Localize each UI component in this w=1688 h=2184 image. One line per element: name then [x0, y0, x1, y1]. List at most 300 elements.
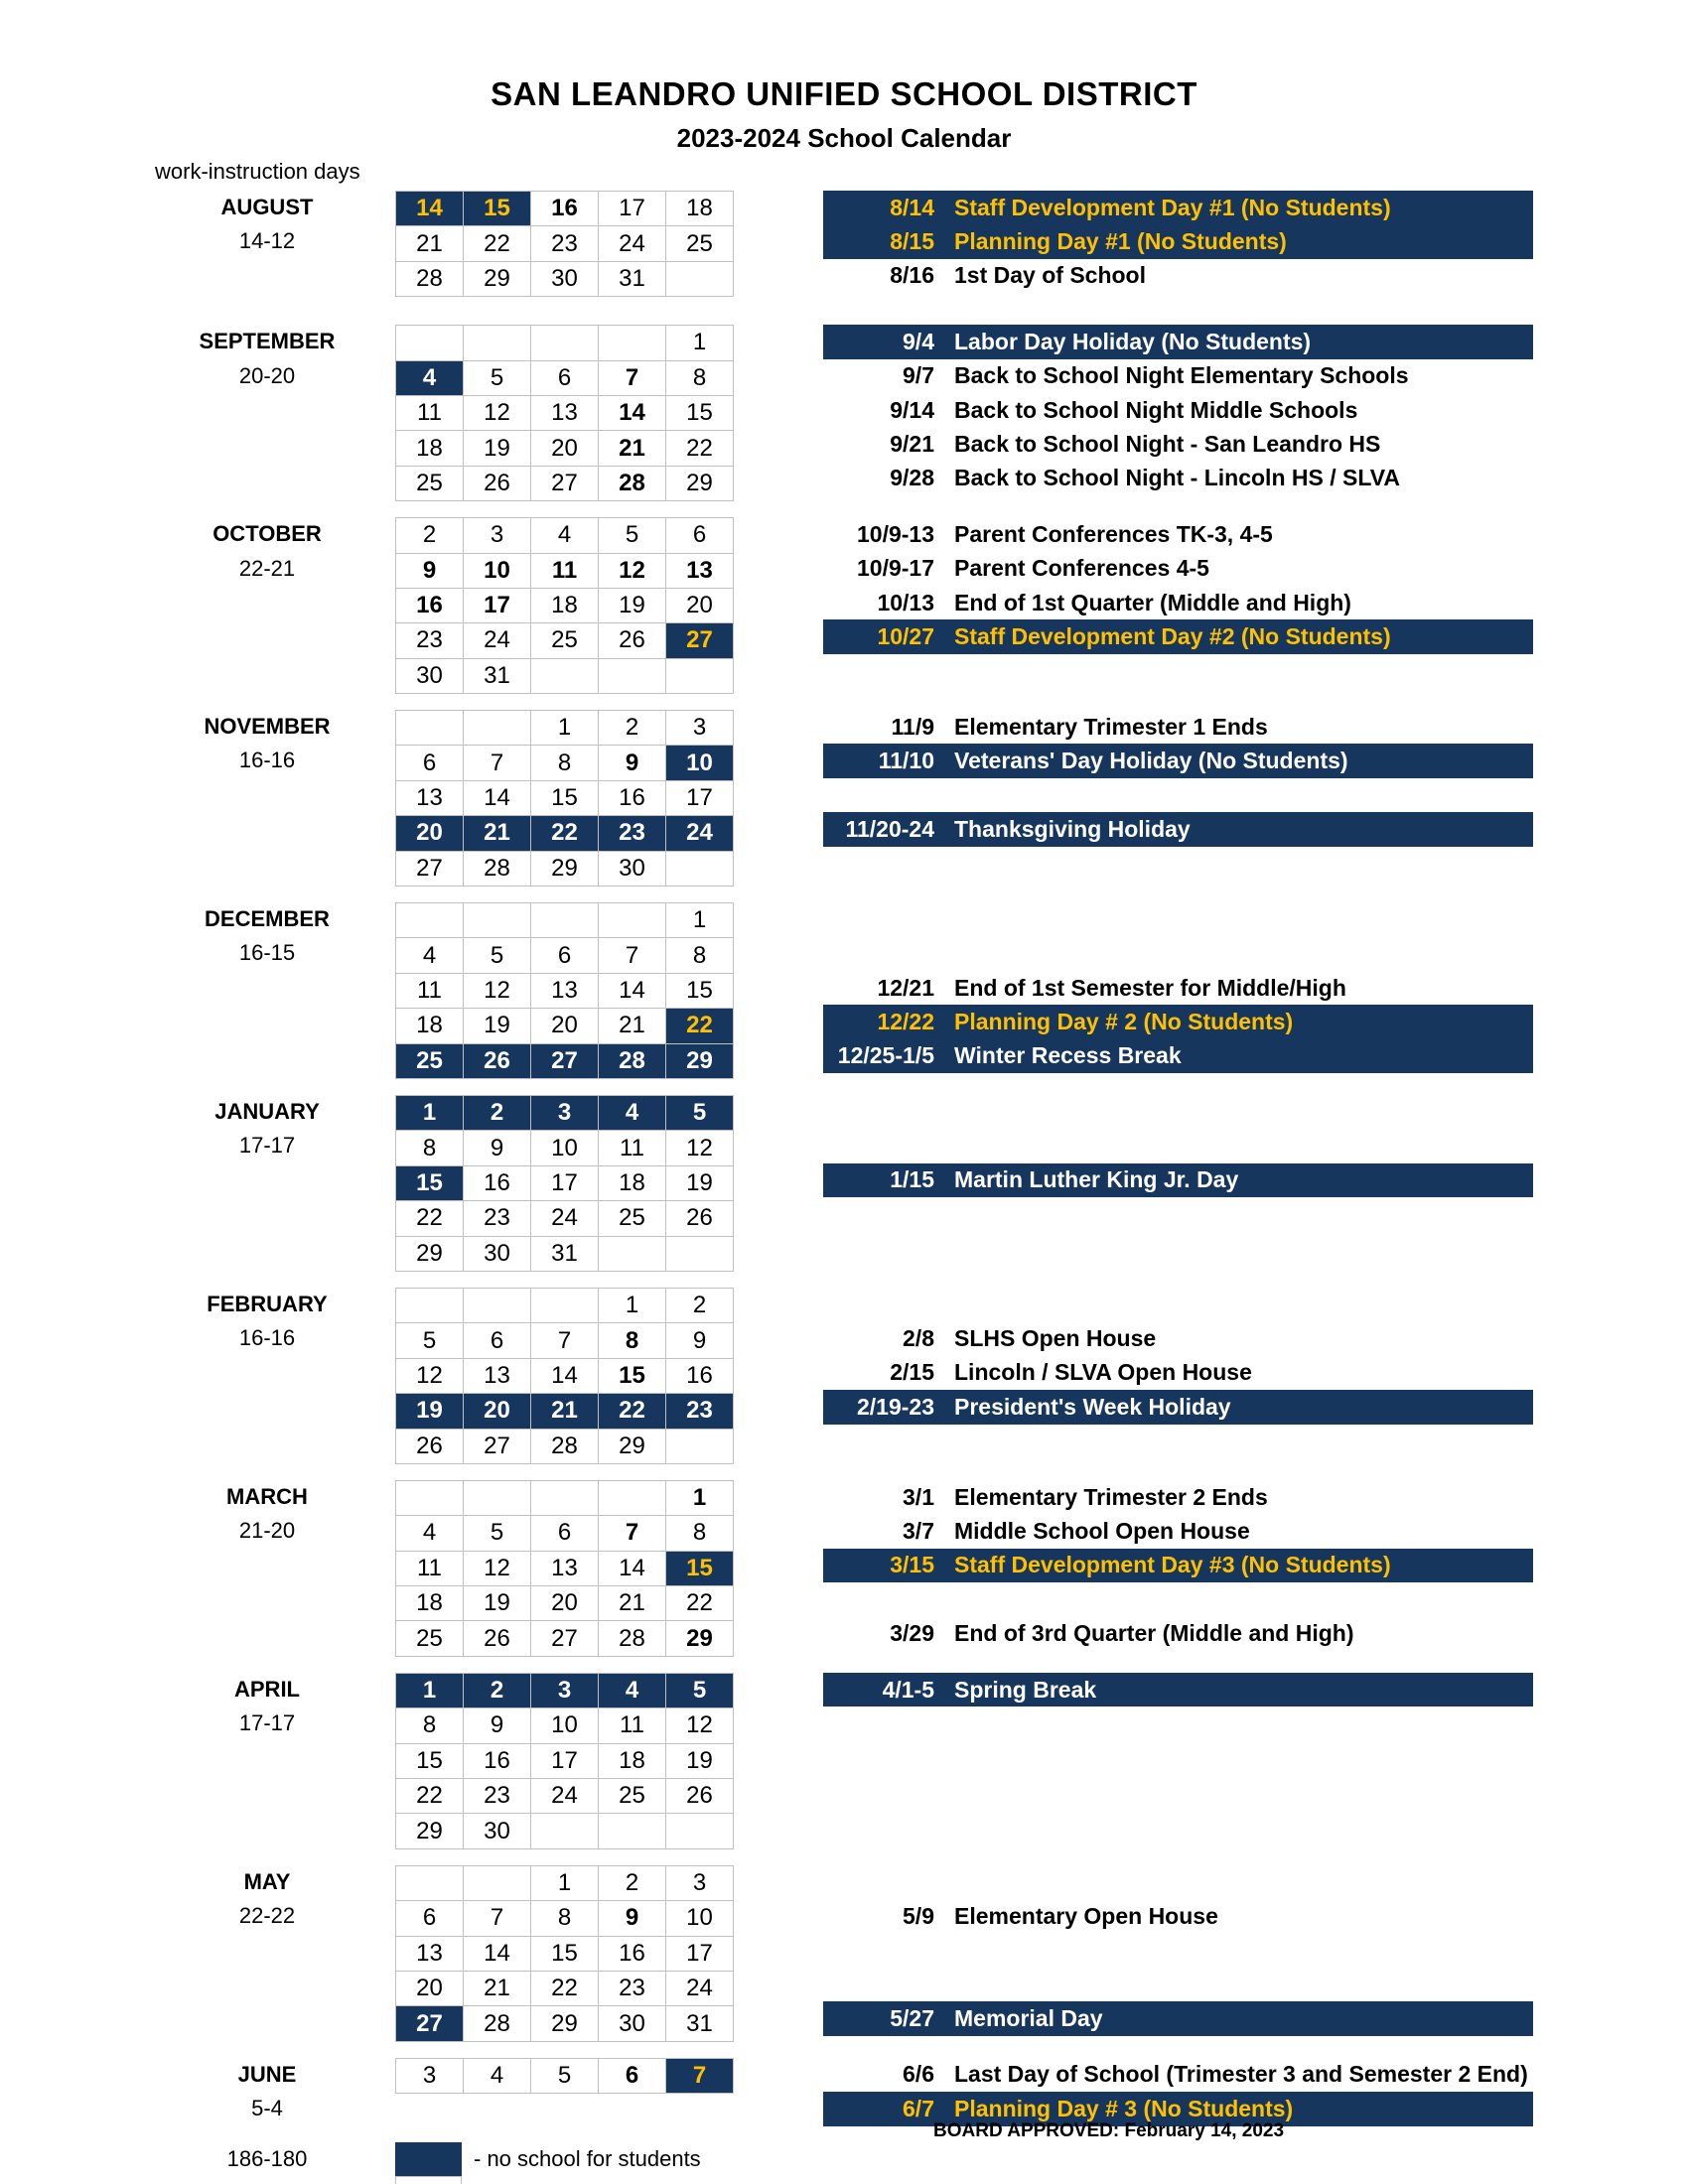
day-cell: 2	[464, 1095, 531, 1130]
week-row	[396, 1236, 734, 1271]
day-cell: 23	[464, 1779, 531, 1814]
day-cell: 14	[599, 973, 666, 1008]
event-row	[823, 517, 1533, 551]
event-label: Staff Development Day #3 (No Students)	[954, 1552, 1391, 1578]
day-cell: 24	[666, 1971, 734, 2005]
event-date: 2/19-23	[856, 1393, 934, 1420]
day-cell: 27	[531, 1043, 599, 1078]
event-label: Martin Luther King Jr. Day	[954, 1166, 1239, 1193]
day-cell: 16	[464, 1743, 531, 1778]
month-name: MAY	[243, 1868, 291, 1894]
total-workdays-count: 186-180	[226, 2145, 308, 2171]
day-cell: 11	[396, 395, 464, 430]
event-label: Staff Development Day #1 (No Students)	[954, 194, 1391, 220]
day-cell: 27	[531, 1621, 599, 1656]
event-label: SLHS Open House	[954, 1325, 1157, 1352]
month-block-october	[0, 517, 1688, 694]
month-name: APRIL	[234, 1676, 300, 1702]
day-cell: 22	[396, 1779, 464, 1814]
day-cell: 11	[599, 1131, 666, 1165]
day-cell: 11	[599, 1708, 666, 1743]
event-date: 4/1-5	[882, 1676, 934, 1703]
week-row	[396, 1621, 734, 1656]
event-row	[823, 812, 1533, 846]
week-row	[396, 1429, 734, 1463]
week-row	[396, 553, 734, 588]
day-cell: 9	[599, 1901, 666, 1936]
day-cell: 19	[666, 1165, 734, 1200]
day-cell: 29	[531, 2006, 599, 2041]
week-row	[396, 1708, 734, 1743]
month-events	[823, 191, 1533, 293]
day-cell: 30	[531, 261, 599, 296]
week-row	[396, 1673, 734, 1707]
day-cell: 5	[666, 1095, 734, 1130]
month-block-may	[0, 1865, 1688, 2042]
event-date: 1/15	[890, 1166, 934, 1193]
day-cell: 29	[666, 1621, 734, 1656]
day-cell: 19	[464, 1586, 531, 1621]
day-cell: 8	[666, 1516, 734, 1551]
day-cell: 9	[464, 1131, 531, 1165]
day-cell: 4	[396, 360, 464, 395]
week-row	[396, 1009, 734, 1043]
day-cell: 1	[666, 903, 734, 938]
day-cell: 20	[531, 1009, 599, 1043]
day-cell: 5	[464, 938, 531, 973]
month-name: NOVEMBER	[204, 714, 331, 740]
event-label: Last Day of School (Trimester 3 and Semester 2 End)	[954, 2061, 1528, 2088]
week-row	[396, 816, 734, 851]
event-row	[823, 1549, 1533, 1582]
month-grid	[395, 191, 734, 297]
empty-cell	[531, 1288, 599, 1322]
empty-cell	[396, 903, 464, 938]
event-label: Memorial Day	[954, 2005, 1103, 2032]
month-events	[823, 2058, 1533, 2126]
day-cell: 16	[599, 1936, 666, 1971]
empty-cell	[464, 1480, 531, 1515]
day-cell: 23	[396, 623, 464, 658]
day-cell: 15	[666, 1551, 734, 1585]
months-container	[0, 191, 1688, 2184]
day-cell: 19	[464, 431, 531, 466]
month-block-february	[0, 1288, 1688, 1464]
day-cell: 25	[396, 1621, 464, 1656]
day-cell: 1	[396, 1673, 464, 1707]
legend-label: - no school for students	[474, 2145, 701, 2171]
day-cell: 17	[531, 1743, 599, 1778]
week-row	[396, 1095, 734, 1130]
legend-swatch-column	[395, 2142, 462, 2184]
week-row	[396, 1814, 734, 1848]
empty-cell	[464, 711, 531, 746]
day-cell: 20	[666, 588, 734, 622]
week-row	[396, 261, 734, 296]
day-cell: 29	[666, 1043, 734, 1078]
day-cell: 6	[396, 746, 464, 780]
event-row	[823, 744, 1533, 777]
month-block-august	[0, 191, 1688, 297]
event-label: End of 1st Semester for Middle/High	[954, 974, 1346, 1001]
day-cell: 19	[599, 588, 666, 622]
event-label: End of 1st Quarter (Middle and High)	[954, 589, 1351, 615]
day-cell: 21	[599, 431, 666, 466]
day-cell: 15	[396, 1743, 464, 1778]
month-label-column	[0, 1480, 395, 1549]
event-row	[823, 2001, 1533, 2035]
week-row	[396, 623, 734, 658]
month-grid	[395, 1095, 734, 1272]
month-label-column	[0, 1095, 395, 1163]
week-row	[396, 1971, 734, 2005]
day-cell: 4	[599, 1673, 666, 1707]
page-subtitle: 2023-2024 School Calendar	[676, 123, 1012, 153]
day-cell: 14	[599, 395, 666, 430]
day-cell: 20	[464, 1394, 531, 1429]
day-cell: 14	[464, 1936, 531, 1971]
day-cell: 13	[396, 780, 464, 815]
week-row	[396, 1165, 734, 1200]
day-cell: 5	[531, 2058, 599, 2093]
day-cell: 28	[464, 851, 531, 886]
event-label: Back to School Night - San Leandro HS	[954, 431, 1381, 458]
page-title: SAN LEANDRO UNIFIED SCHOOL DISTRICT	[491, 75, 1197, 112]
day-cell: 7	[531, 1323, 599, 1358]
day-cell: 1	[396, 1095, 464, 1130]
event-date: 5/27	[890, 2005, 934, 2032]
week-row	[396, 431, 734, 466]
week-row	[396, 1586, 734, 1621]
empty-cell	[666, 1236, 734, 1271]
empty-cell	[396, 1288, 464, 1322]
day-cell: 27	[464, 1429, 531, 1463]
day-cell: 13	[531, 395, 599, 430]
event-date: 11/10	[878, 748, 934, 774]
day-cell: 17	[599, 192, 666, 226]
day-cell: 25	[599, 1201, 666, 1236]
day-cell: 31	[666, 2006, 734, 2041]
day-cell: 25	[531, 623, 599, 658]
event-date: 10/9-17	[856, 555, 934, 582]
day-cell: 8	[666, 360, 734, 395]
day-cell: 29	[464, 261, 531, 296]
event-row	[823, 462, 1533, 495]
day-cell: 25	[666, 226, 734, 261]
month-name: MARCH	[226, 1483, 308, 1509]
day-cell: 18	[599, 1743, 666, 1778]
day-cell: 29	[599, 1429, 666, 1463]
day-cell: 24	[599, 226, 666, 261]
day-cell: 27	[666, 623, 734, 658]
day-cell: 8	[666, 938, 734, 973]
day-cell: 3	[464, 518, 531, 553]
event-date: 8/15	[890, 228, 934, 255]
day-cell: 18	[396, 1586, 464, 1621]
day-cell: 26	[599, 623, 666, 658]
day-cell: 10	[531, 1131, 599, 1165]
event-label: Spring Break	[954, 1676, 1097, 1703]
month-workdays-count: 22-21	[238, 555, 296, 581]
day-cell: 13	[464, 1358, 531, 1393]
day-cell: 15	[464, 192, 531, 226]
week-row	[396, 1323, 734, 1358]
event-row	[823, 710, 1533, 744]
month-workdays-count: 17-17	[238, 1710, 296, 1736]
day-cell: 23	[666, 1394, 734, 1429]
event-label: Staff Development Day #2 (No Students)	[954, 623, 1391, 649]
day-cell: 22	[599, 1394, 666, 1429]
day-cell: 3	[666, 711, 734, 746]
day-cell: 20	[531, 1586, 599, 1621]
empty-cell	[464, 326, 531, 360]
week-row	[396, 780, 734, 815]
day-cell: 10	[464, 553, 531, 588]
month-grid	[395, 1865, 734, 2042]
empty-cell	[599, 1480, 666, 1515]
day-cell: 12	[666, 1708, 734, 1743]
week-row	[396, 1936, 734, 1971]
day-cell: 15	[531, 1936, 599, 1971]
day-cell: 29	[666, 466, 734, 500]
day-cell: 18	[666, 192, 734, 226]
day-cell: 7	[599, 938, 666, 973]
event-date: 3/29	[890, 1620, 934, 1647]
month-label-column	[0, 710, 395, 778]
week-row	[396, 1201, 734, 1236]
month-workdays-count: 16-16	[238, 1325, 296, 1351]
month-block-june	[0, 2058, 1688, 2126]
event-date: 10/9-13	[856, 520, 934, 547]
week-row	[396, 1358, 734, 1393]
event-label: End of 3rd Quarter (Middle and High)	[954, 1620, 1354, 1647]
day-cell: 24	[666, 816, 734, 851]
day-cell: 31	[464, 658, 531, 693]
month-events	[823, 1673, 1533, 1843]
event-row	[823, 971, 1533, 1005]
day-cell: 2	[599, 711, 666, 746]
day-cell: 22	[666, 431, 734, 466]
event-row	[823, 224, 1533, 258]
event-label: Elementary Trimester 2 Ends	[954, 1483, 1268, 1510]
day-cell: 18	[531, 588, 599, 622]
month-grid	[395, 1673, 734, 1849]
event-row	[823, 259, 1533, 293]
month-label-column	[0, 325, 395, 393]
week-row	[396, 851, 734, 886]
week-row	[396, 938, 734, 973]
day-cell: 20	[396, 1971, 464, 2005]
day-cell: 31	[599, 261, 666, 296]
event-date: 2/15	[890, 1359, 934, 1386]
week-row	[396, 2058, 734, 2093]
day-cell: 22	[531, 816, 599, 851]
event-date: 3/7	[903, 1517, 934, 1544]
event-date: 3/1	[903, 1483, 934, 1510]
day-cell: 4	[464, 2058, 531, 2093]
day-cell: 4	[396, 938, 464, 973]
event-label: Elementary Open House	[954, 1902, 1218, 1929]
event-date: 10/27	[877, 623, 934, 649]
day-cell: 26	[396, 1429, 464, 1463]
month-grid	[395, 2058, 734, 2094]
day-cell: 3	[531, 1095, 599, 1130]
day-cell: 21	[464, 1971, 531, 2005]
day-cell: 19	[396, 1394, 464, 1429]
event-label: Planning Day # 3 (No Students)	[954, 2095, 1294, 2121]
week-row	[396, 1394, 734, 1429]
day-cell: 5	[599, 518, 666, 553]
week-row	[396, 1131, 734, 1165]
empty-cell	[666, 261, 734, 296]
empty-cell	[666, 1814, 734, 1848]
week-row	[396, 1288, 734, 1322]
month-workdays-count: 22-22	[238, 1903, 296, 1929]
month-workdays-count: 16-15	[238, 940, 296, 966]
day-cell: 4	[599, 1095, 666, 1130]
month-label-column	[0, 1673, 395, 1741]
event-date: 11/20-24	[845, 815, 934, 842]
month-block-january	[0, 1095, 1688, 1272]
month-grid	[395, 1288, 734, 1464]
day-cell: 11	[396, 1551, 464, 1585]
day-cell: 10	[666, 1901, 734, 1936]
day-cell: 29	[396, 1814, 464, 1848]
event-date: 2/8	[903, 1325, 934, 1352]
day-cell: 29	[531, 851, 599, 886]
event-date: 5/9	[903, 1902, 934, 1929]
day-cell: 20	[396, 816, 464, 851]
day-cell: 17	[666, 780, 734, 815]
day-cell: 28	[531, 1429, 599, 1463]
day-cell: 5	[666, 1673, 734, 1707]
event-date: 9/28	[890, 465, 934, 491]
month-block-april	[0, 1673, 1688, 1849]
day-cell: 30	[599, 2006, 666, 2041]
day-cell: 13	[396, 1936, 464, 1971]
day-cell: 28	[599, 1043, 666, 1078]
empty-cell	[396, 326, 464, 360]
day-cell: 21	[531, 1394, 599, 1429]
day-cell: 29	[396, 1236, 464, 1271]
day-cell: 5	[464, 1516, 531, 1551]
month-label-column	[0, 902, 395, 971]
empty-cell	[464, 1865, 531, 1900]
event-label: Middle School Open House	[954, 1517, 1250, 1544]
empty-cell	[396, 711, 464, 746]
event-date: 11/9	[891, 713, 934, 740]
day-cell: 15	[599, 1358, 666, 1393]
empty-cell	[666, 1429, 734, 1463]
day-cell: 1	[531, 711, 599, 746]
week-row	[396, 395, 734, 430]
week-row	[396, 903, 734, 938]
day-cell: 6	[666, 518, 734, 553]
week-row	[396, 466, 734, 500]
month-events	[823, 517, 1533, 688]
day-cell: 31	[531, 1236, 599, 1271]
month-events	[823, 1480, 1533, 1651]
day-cell: 24	[464, 623, 531, 658]
day-cell: 14	[531, 1358, 599, 1393]
month-events	[823, 1288, 1533, 1458]
day-cell: 2	[666, 1288, 734, 1322]
event-row	[823, 619, 1533, 653]
day-cell: 28	[599, 466, 666, 500]
event-label: Veterans' Day Holiday (No Students)	[954, 748, 1348, 774]
day-cell: 4	[531, 518, 599, 553]
event-row	[823, 393, 1533, 427]
day-cell: 12	[464, 1551, 531, 1585]
day-cell: 9	[464, 1708, 531, 1743]
month-label-column	[0, 2058, 395, 2126]
day-cell: 23	[599, 816, 666, 851]
day-cell: 26	[666, 1201, 734, 1236]
month-block-september	[0, 325, 1688, 501]
month-events	[823, 902, 1533, 1073]
day-cell: 20	[531, 431, 599, 466]
event-row	[823, 552, 1533, 586]
empty-cell	[396, 1480, 464, 1515]
day-cell: 15	[531, 780, 599, 815]
day-cell: 10	[531, 1708, 599, 1743]
day-cell: 12	[464, 973, 531, 1008]
day-cell: 23	[599, 1971, 666, 2005]
week-row	[396, 1865, 734, 1900]
week-row	[396, 326, 734, 360]
empty-cell	[599, 1814, 666, 1848]
day-cell: 7	[666, 2058, 734, 2093]
day-cell: 26	[464, 1621, 531, 1656]
day-cell: 9	[396, 553, 464, 588]
day-cell: 26	[464, 1043, 531, 1078]
month-events	[823, 1095, 1533, 1266]
day-cell: 27	[396, 2006, 464, 2041]
day-cell: 16	[599, 780, 666, 815]
day-cell: 2	[396, 518, 464, 553]
event-row	[823, 427, 1533, 461]
day-cell: 6	[531, 938, 599, 973]
week-row	[396, 1901, 734, 1936]
day-cell: 16	[531, 192, 599, 226]
month-block-march	[0, 1480, 1688, 1657]
day-cell: 15	[396, 1165, 464, 1200]
event-label: Parent Conferences TK-3, 4-5	[954, 520, 1273, 547]
day-cell: 30	[396, 658, 464, 693]
week-row	[396, 1551, 734, 1585]
week-row	[396, 1043, 734, 1078]
day-cell: 4	[396, 1516, 464, 1551]
work-instruction-days-label: work-instruction days	[155, 159, 360, 184]
week-row	[396, 1480, 734, 1515]
month-events	[823, 710, 1533, 881]
day-cell: 21	[464, 816, 531, 851]
day-cell: 3	[666, 1865, 734, 1900]
week-row	[396, 518, 734, 553]
day-cell: 22	[666, 1586, 734, 1621]
month-workdays-count: 21-20	[238, 1518, 296, 1544]
month-name: SEPTEMBER	[199, 329, 336, 354]
event-date: 9/21	[890, 431, 934, 458]
event-date: 9/14	[890, 396, 934, 423]
event-row	[823, 1163, 1533, 1197]
day-cell: 2	[464, 1673, 531, 1707]
week-row	[396, 658, 734, 693]
day-cell: 1	[599, 1288, 666, 1322]
day-cell: 5	[396, 1323, 464, 1358]
empty-cell	[531, 326, 599, 360]
day-cell: 6	[464, 1323, 531, 1358]
